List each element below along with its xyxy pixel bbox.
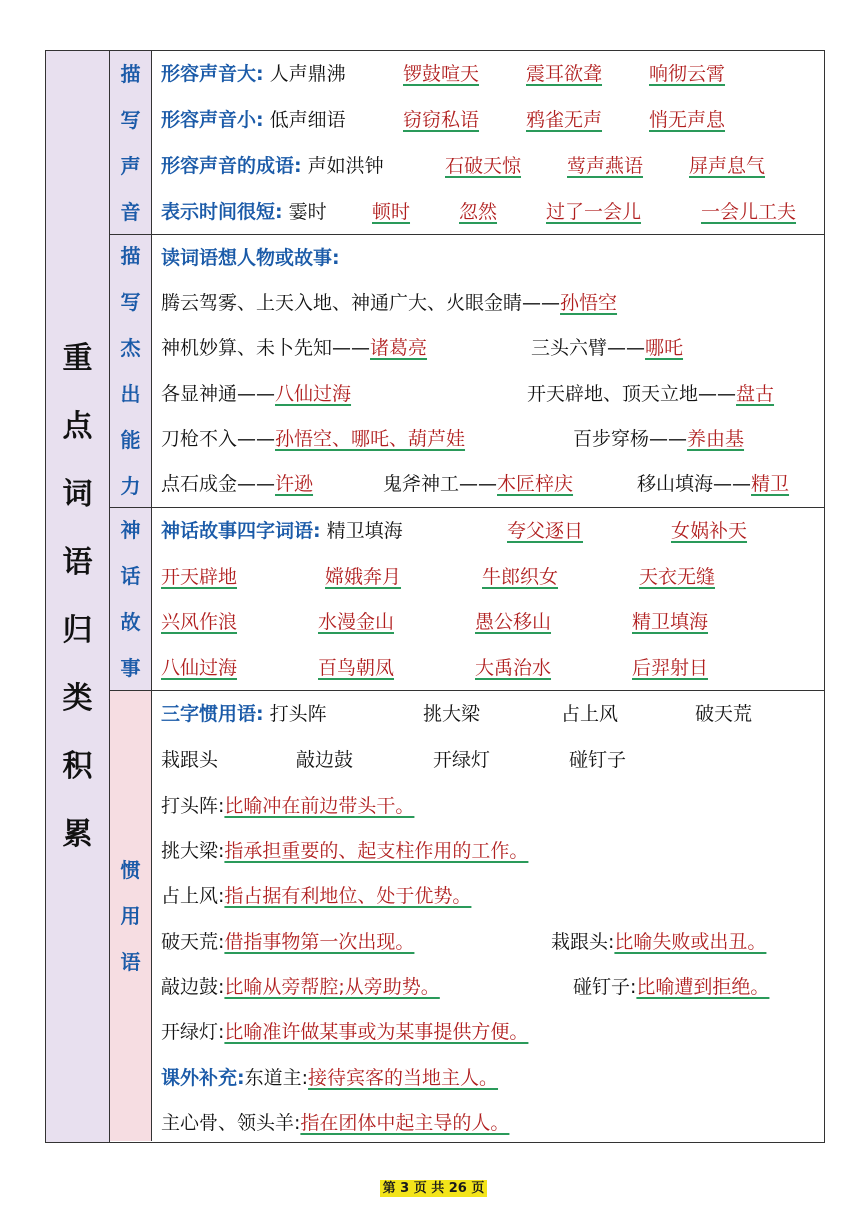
definition-row — [161, 873, 820, 919]
row-label: 神话故事四字词语: — [161, 520, 321, 542]
definition-row — [161, 828, 820, 874]
clue: 移山填海—— — [637, 473, 752, 495]
category-char: 语 — [120, 950, 141, 974]
row-word: 栽跟头 — [161, 749, 219, 771]
category-char: 故 — [120, 610, 141, 634]
clue: 各显神通—— — [161, 383, 276, 405]
page-number: 第 3 页 共 26 页 — [380, 1180, 488, 1197]
definition: 借指事物第一次出现。 — [224, 931, 415, 953]
row-word: 霎时 — [288, 201, 327, 223]
extra-row — [161, 1055, 820, 1101]
side-title-char: 词 — [62, 476, 93, 512]
category-char: 杰 — [120, 336, 141, 360]
category-char: 话 — [120, 564, 141, 588]
definition-row — [161, 964, 820, 1010]
category-char: 能 — [120, 428, 141, 452]
vocab-table — [45, 50, 825, 1143]
category-char: 神 — [120, 518, 141, 542]
clue: 腾云驾雾、上天入地、神通广大、火眼金睛—— — [161, 292, 561, 314]
term: 栽跟头: — [551, 931, 615, 953]
row-label: 形容声音小: — [161, 109, 264, 131]
row-word: 挑大梁 — [423, 703, 481, 725]
answer: 孙悟空、哪吒、葫芦娃 — [275, 428, 466, 450]
answer: 过了一会儿 — [546, 201, 642, 223]
answer: 盘古 — [736, 383, 775, 405]
definition: 比喻准许做某事或为某事提供方便。 — [224, 1021, 529, 1043]
answer: 顿时 — [372, 201, 411, 223]
row-word: 低声细语 — [269, 109, 346, 131]
section-abilities — [110, 235, 824, 508]
clue: 刀枪不入—— — [161, 428, 276, 450]
answer: 兴风作浪 — [161, 611, 238, 633]
side-title-char: 积 — [62, 748, 93, 784]
section-myths — [110, 508, 824, 691]
definition: 接待宾客的当地主人。 — [308, 1067, 499, 1089]
clue: 鬼斧神工—— — [383, 473, 498, 495]
side-title-char: 累 — [62, 816, 93, 852]
category-char: 力 — [120, 474, 141, 498]
term: 挑大梁: — [161, 840, 225, 862]
clue: 开天辟地、顶天立地—— — [527, 383, 737, 405]
row-word: 敲边鼓 — [296, 749, 354, 771]
extra-row — [161, 1100, 820, 1146]
row-label: 表示时间很短: — [161, 201, 283, 223]
term: 碰钉子: — [573, 976, 637, 998]
answer: 八仙过海 — [161, 657, 238, 679]
definition-row — [161, 1009, 820, 1055]
row-label: 形容声音大: — [161, 63, 264, 85]
side-title-char: 归 — [62, 612, 93, 648]
row-label: 课外补充: — [161, 1067, 245, 1089]
answer: 养由基 — [687, 428, 745, 450]
answer: 木匠梓庆 — [497, 473, 574, 495]
answer: 忽然 — [459, 201, 498, 223]
answer: 许逊 — [275, 473, 314, 495]
category-char: 描 — [120, 244, 141, 268]
answer: 响彻云霄 — [649, 63, 726, 85]
row-label: 三字惯用语: — [161, 703, 264, 725]
term: 敲边鼓: — [161, 976, 225, 998]
answer: 大禹治水 — [475, 657, 552, 679]
answer: 天衣无缝 — [639, 566, 716, 588]
category-char: 声 — [120, 153, 141, 178]
vocab-row — [161, 325, 820, 371]
definition-row — [161, 783, 820, 829]
header-text: 读词语想人物或故事: — [161, 247, 340, 269]
term: 开绿灯: — [161, 1021, 225, 1043]
vocab-row — [161, 51, 820, 97]
answer: 精卫填海 — [632, 611, 709, 633]
answer: 锣鼓喧天 — [403, 63, 480, 85]
vocab-row — [161, 691, 820, 737]
term: 打头阵: — [161, 795, 225, 817]
section-header — [161, 235, 820, 281]
clue: 百步穿杨—— — [573, 428, 688, 450]
answer: 孙悟空 — [560, 292, 618, 314]
clue: 神机妙算、未卜先知—— — [161, 337, 371, 359]
side-title-char: 类 — [62, 680, 93, 716]
row-word: 开绿灯 — [433, 749, 491, 771]
definition: 比喻失败或出丑。 — [614, 931, 767, 953]
vocab-row — [161, 645, 820, 691]
answer: 百鸟朝凤 — [318, 657, 395, 679]
category-char: 惯 — [120, 858, 141, 882]
vocab-row — [161, 371, 820, 417]
category-label-abilities — [110, 235, 152, 507]
term: 主心骨、领头羊: — [161, 1112, 301, 1134]
answer: 震耳欲聋 — [526, 63, 603, 85]
vocab-row — [161, 143, 820, 189]
vocab-row — [161, 416, 820, 462]
row-word: 占上风 — [561, 703, 619, 725]
vocab-row — [161, 189, 820, 235]
answer: 悄无声息 — [649, 109, 726, 131]
clue: 三头六臂—— — [531, 337, 646, 359]
category-char: 出 — [120, 382, 141, 406]
side-title — [46, 51, 110, 1142]
row-word: 声如洪钟 — [307, 155, 384, 177]
vocab-row — [161, 599, 820, 645]
term: 东道主: — [244, 1067, 309, 1089]
category-label-idioms — [110, 691, 152, 1141]
category-char: 写 — [120, 290, 141, 314]
definition: 比喻从旁帮腔;从旁助势。 — [224, 976, 440, 998]
vocab-row — [161, 554, 820, 600]
section-sound — [110, 51, 824, 235]
page-footer — [0, 1177, 867, 1196]
answer: 愚公移山 — [475, 611, 552, 633]
category-char: 音 — [120, 199, 141, 224]
answer: 夸父逐日 — [507, 520, 584, 542]
clue: 点石成金—— — [161, 473, 276, 495]
definition: 比喻遭到拒绝。 — [636, 976, 770, 998]
answer: 莺声燕语 — [567, 155, 644, 177]
answer: 哪吒 — [645, 337, 684, 359]
definition: 指承担重要的、起支柱作用的工作。 — [224, 840, 529, 862]
vocab-row — [161, 737, 820, 783]
answer: 嫦娥奔月 — [325, 566, 402, 588]
answer: 开天辟地 — [161, 566, 238, 588]
answer: 牛郎织女 — [482, 566, 559, 588]
answer: 八仙过海 — [275, 383, 352, 405]
category-char: 描 — [120, 61, 141, 86]
definition: 比喻冲在前边带头干。 — [224, 795, 415, 817]
vocab-row — [161, 280, 820, 326]
vocab-row — [161, 508, 820, 554]
side-title-char: 点 — [62, 408, 93, 444]
category-char: 用 — [120, 904, 141, 928]
row-label: 形容声音的成语: — [161, 155, 302, 177]
section-idioms — [110, 691, 824, 1141]
answer: 精卫 — [751, 473, 790, 495]
answer: 屏声息气 — [689, 155, 766, 177]
definition: 指占据有利地位、处于优势。 — [224, 885, 472, 907]
answer: 鸦雀无声 — [526, 109, 603, 131]
category-char: 事 — [120, 656, 141, 680]
answer: 一会儿工夫 — [701, 201, 797, 223]
row-word: 碰钉子 — [569, 749, 627, 771]
category-char: 写 — [120, 107, 141, 132]
row-word: 人声鼎沸 — [269, 63, 346, 85]
category-label-sound — [110, 51, 152, 234]
answer: 诸葛亮 — [370, 337, 428, 359]
definition: 指在团体中起主导的人。 — [300, 1112, 510, 1134]
vocab-row — [161, 97, 820, 143]
answer: 窃窃私语 — [403, 109, 480, 131]
answer: 后羿射日 — [632, 657, 709, 679]
row-word: 打头阵 — [269, 703, 327, 725]
answer: 石破天惊 — [445, 155, 522, 177]
term: 破天荒: — [161, 931, 225, 953]
row-word: 精卫填海 — [326, 520, 403, 542]
category-label-myths — [110, 508, 152, 690]
answer: 水漫金山 — [318, 611, 395, 633]
term: 占上风: — [161, 885, 225, 907]
side-title-char: 重 — [62, 340, 93, 376]
definition-row — [161, 919, 820, 965]
row-word: 破天荒 — [695, 703, 753, 725]
answer: 女娲补天 — [671, 520, 748, 542]
side-title-char: 语 — [62, 544, 93, 580]
vocab-row — [161, 461, 820, 507]
